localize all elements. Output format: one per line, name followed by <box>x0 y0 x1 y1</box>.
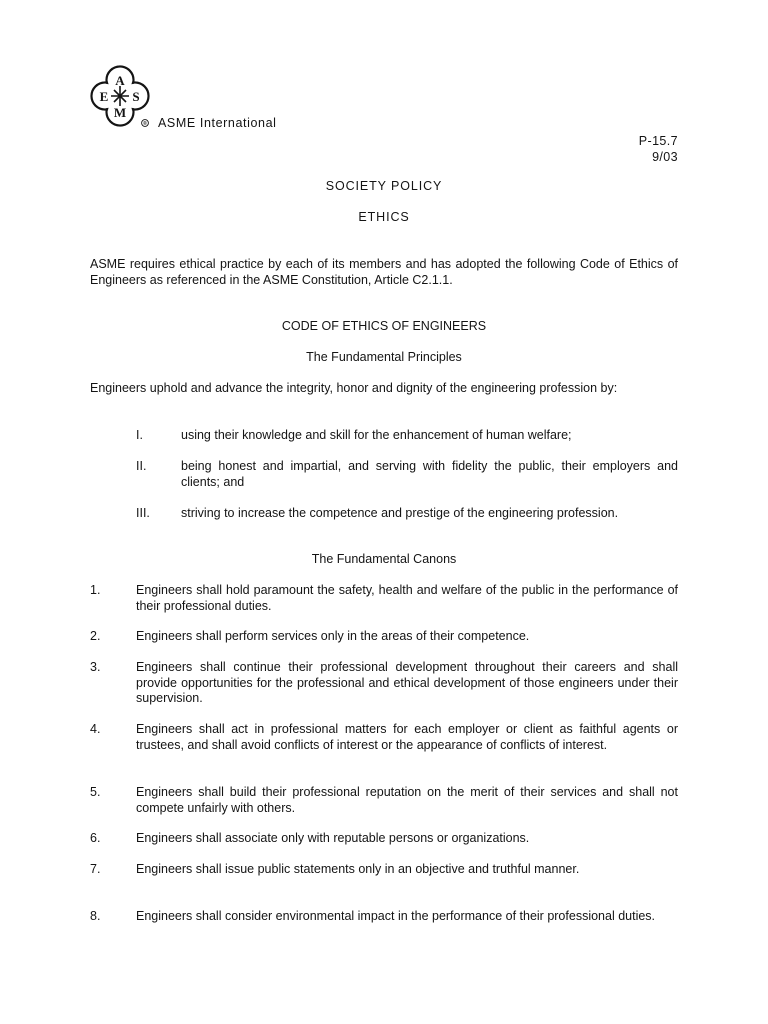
principle-number: III. <box>136 506 150 520</box>
doc-code-block <box>639 134 678 165</box>
policy-subtitle: ETHICS <box>358 210 410 224</box>
principle-number: II. <box>136 459 147 473</box>
canon-text: Engineers shall act in professional matters for each employer or client as faithful agents or trustees, and shall avoid conflicts of interest or the appearance of conflicts of interest. <box>136 722 678 752</box>
canon-number: 4. <box>90 722 101 736</box>
canon-text: Engineers shall build their professional reputation on the merit of their services and shall not compete unfairly with others. <box>136 785 678 815</box>
canon-number: 8. <box>90 909 101 923</box>
registered-mark: ® <box>143 121 147 128</box>
logo-letter-m: M <box>113 105 127 120</box>
canon-text: Engineers shall associate only with reputable persons or organizations. <box>136 831 530 845</box>
policy-title: SOCIETY POLICY <box>325 179 443 193</box>
canon-number: 7. <box>90 862 101 876</box>
principle-number: I. <box>136 428 143 442</box>
logo-letter-s: S <box>132 89 140 104</box>
canon-number: 1. <box>90 583 101 597</box>
canon-number: 5. <box>90 785 101 799</box>
canon-text: Engineers shall consider environmental impact in the performance of their professional duties. <box>136 909 656 923</box>
principle-text: using their knowledge and skill for the enhancement of human welfare; <box>181 428 572 442</box>
canons-heading: The Fundamental Canons <box>311 552 457 566</box>
principles-heading: The Fundamental Principles <box>306 350 462 364</box>
canon-text: Engineers shall perform services only in the areas of their competence. <box>136 629 530 643</box>
canon-number: 2. <box>90 629 101 643</box>
canon-text: Engineers shall hold paramount the safety, health and welfare of the public in the performance of their professional duties. <box>136 583 678 613</box>
canon-text: Engineers shall continue their professional development throughout their careers and shall provide opportunities for the professional and ethical development of those engineers under their supervision. <box>136 660 678 705</box>
doc-code: P-15.7 <box>638 134 678 148</box>
principle-text: being honest and impartial, and serving with fidelity the public, their employers and clients; and <box>181 459 678 489</box>
logo-letter-a: A <box>115 73 125 88</box>
canon-number: 6. <box>90 831 101 845</box>
doc-date: 9/03 <box>652 149 678 164</box>
principle-text: striving to increase the competence and prestige of the engineering profession. <box>181 506 619 520</box>
code-heading: CODE OF ETHICS OF ENGINEERS <box>281 319 487 333</box>
canon-text: Engineers shall issue public statements only in an objective and truthful manner. <box>136 862 580 876</box>
asme-logo <box>89 64 151 130</box>
logo-letter-e: E <box>99 89 109 104</box>
org-name: ASME International <box>158 116 277 130</box>
intro-paragraph: ASME requires ethical practice by each of its members and has adopted the following Code of Ethics of Engineers as referenced in the ASME Constitution, Article C2.1.1. <box>90 257 678 287</box>
canon-number: 3. <box>90 660 101 674</box>
principles-lead: Engineers uphold and advance the integrity, honor and dignity of the engineering profession by: <box>90 381 618 395</box>
